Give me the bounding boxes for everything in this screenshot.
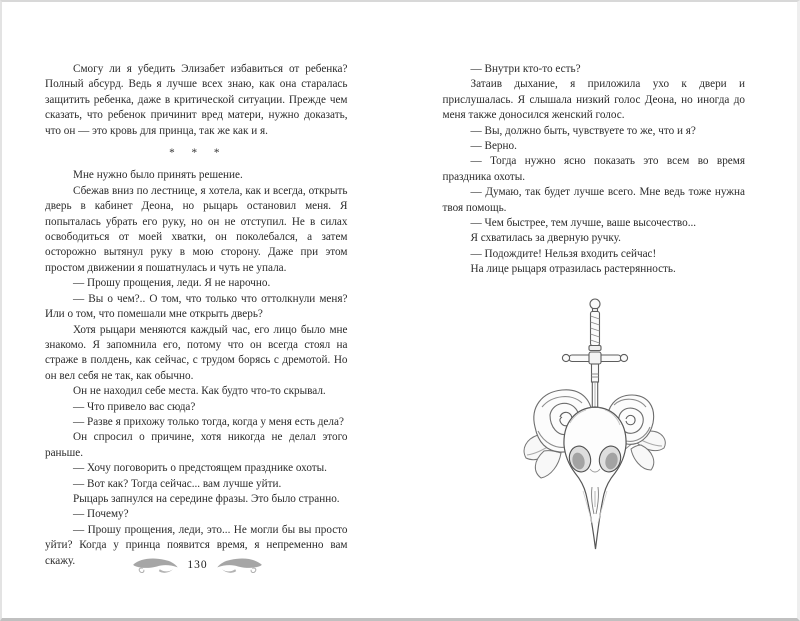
wing-flourish-right-icon [215,557,263,574]
dialogue-line: — Тогда нужно ясно показать это всем во время праздника охоты. [442,155,745,183]
text-paragraph: Затаив дыхание, я приложила ухо к двери и прислушалась. Я слышала низкий голос Деона, но иногда до меня также доносился женский голос. [442,78,745,122]
text-paragraph: Рыцарь запнулся на середине фразы. Это было странно. [73,492,340,505]
text-paragraph: Мне нужно было принять решение. [73,169,243,182]
text-paragraph: Он не находил себе места. Как будто что-то скрывал. [73,385,326,398]
text-paragraph: Он спросил о причине, хотя никогда не делал этого раньше. [45,431,348,459]
dialogue-line: — Разве я прихожу только тогда, когда у меня есть дела? [73,415,344,428]
dialogue-line: — Думаю, так будет лучше всего. Мне ведь тоже нужна твоя помощь. [442,186,745,214]
dialogue-line: — Вы о чем?.. О том, что только что оттолкнули меня? Или о том, что помешали мне открыть дверь? [45,292,348,321]
text-paragraph: Я схватилась за дверную ручку. [470,232,621,245]
right-page [400,2,798,618]
dialogue-line: — Чем быстрее, тем лучше, ваше высочество... [470,217,697,230]
bird-skull-icon [563,407,625,549]
dialogue-line: — Прошу прощения, леди. Я не нарочно. [73,277,271,290]
dialogue-line: — Вы, должно быть, чувствуете то же, что и я? [470,124,696,137]
dialogue-line: — Вот как? Тогда сейчас... вам лучше уйти. [73,477,282,490]
dialogue-line: — Прошу прощения, леди, это... Не могли бы вы просто уйти? Когда у принца появится время, я непременно вам скажу. [45,523,348,567]
scene-break: * * * [169,147,227,160]
text-paragraph: Смогу ли я убедить Элизабет избавиться от ребенка? Полный абсурд. Ведь я лучше всех знаю, как она старалась защитить ребенка, даже в критической ситуации. Прежде чем сказать, что ребенок причинит вред матери, нужно доказать, что он — это кровь для принца, так же как и я. [45,63,348,137]
dagger-skull-roses-illustration-icon [522,295,668,559]
wing-flourish-left-icon [132,557,180,574]
dialogue-line: — Подождите! Нельзя входить сейчас! [470,247,657,260]
text-paragraph: На лице рыцаря отразилась растерянность. [470,263,676,276]
dialogue-line: — Верно. [470,140,517,153]
page-footer [45,554,350,576]
text-paragraph: Хотя рыцари меняются каждый час, его лицо было мне знакомо. Я запомнила его, потому что он всегда стоял на страже в полдень, как сейчас, с трудом борясь с дремотой. Но он вел себя не так, как обычно. [45,323,348,382]
dialogue-line: — Что привело вас сюда? [73,400,196,413]
page-number: 130 [187,559,208,571]
dialogue-line: — Хочу поговорить о предстоящем празднике охоты. [73,462,327,475]
text-paragraph: Сбежав вниз по лестнице, я хотела, как и всегда, открыть дверь в кабинет Деона, но рыцарь остановил меня. Я попыталась убрать его руку, но он не отступил. Не в силах освободиться от моей хватки, он поколебался, а затем осторожно вытянул руку в мою сторону. Даже при этом простом движении я пошатнулась и чуть не упала. [45,184,348,274]
left-page [2,2,400,618]
dialogue-line: — Внутри кто-то есть? [470,63,581,75]
dialogue-line: — Почему? [73,508,129,521]
